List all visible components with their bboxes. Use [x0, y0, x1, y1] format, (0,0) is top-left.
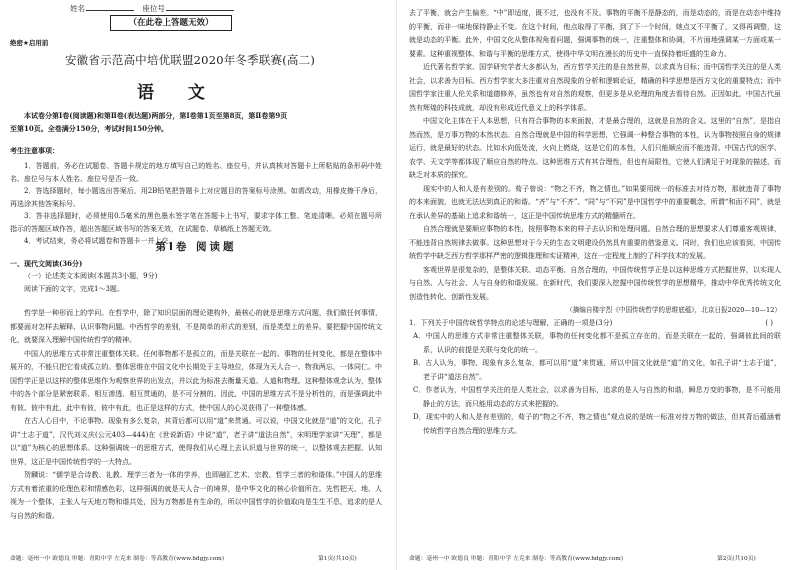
passage-paragraph: 去了平衡，就会产生偏差。“中”即适度，既不过，也没有不及。事物的平衡不是静态的，而是动态的，而是在动态中维持的平衡，而非一味地保持静止不变。在这个时间，他点取得了平衡，到了下一个时间，她点又不平衡了，又得再调整，这就是动态的平衡。此外，中国文化从整体视角看问题，强调事物的统一，注重整体和协调，不片面地强调某一方面或某一要素。这种重视整体、和谐与平衡的思维方式，使得中华文明在漫长的历史中一直保持着旺盛的生命力。: [409, 9, 781, 58]
reading-instruction: 阅读下面的文字，完成1～3题。: [24, 285, 124, 293]
boxed-notice: （在此卷上答题无效）: [110, 15, 232, 31]
subject-title: 语 文: [137, 83, 219, 103]
intro-line: 本试卷分第Ⅰ卷(阅读题)和第Ⅱ卷(表达题)两部分，第Ⅰ卷第1页至第8页，第Ⅱ卷第9页: [24, 111, 288, 120]
seat-blank: [166, 2, 234, 11]
passage-paragraph: 中国文化主体在于人本思想，只有符合事物的本来面貌，才是最合理的，这就是自然的含义。这里的“自然”，是指自然而然，是万事万物的本然状态。自然合理就是中国的科学思想，它强调一种整合事物的本性，认为事物按照自身的规律运行，就是最好的状态。比如水向低处流，火向上燃烧，这是它们的本性，人们只能顺应而不能违背。中国古代的医学、农学、天文学等都体现了顺应自然的特点。这种思维方式有其合理性，但也有局限性，它使人们满足于对现象的描述，而缺乏对本质的探究。: [409, 117, 781, 179]
passage-left: [10, 307, 382, 523]
passage-paragraph: 哲学是一种形而上的学问。在哲学中，除了知识层面的理论建构外，最核心的就是思维方式问题，我们做任何事情，都要面对怎样去解释、认识事物问题。中西哲学的差别，不是简单的形式的差别，而是类型上的差异。要把握中国传统文化，就要深入理解中国传统哲学的精神。: [10, 309, 382, 344]
answer-paren: ( ): [765, 319, 773, 327]
part-title: 第Ⅰ卷 阅读题: [155, 241, 237, 253]
notice-item: 4．考试结束，务必将试题卷和答题卡一并上交。: [24, 237, 176, 245]
question-text: 1．下列关于中国传统哲学特点的论述与理解，正确的一项是(3分): [409, 319, 613, 327]
secret-label: 绝密★启用前: [10, 39, 49, 47]
question-stem: [409, 317, 781, 330]
passage-paragraph: 中国人的思维方式非常注重整体关联。任何事物都不是孤立的，而是关联在一起的。事物的任何变化，都是在整体中展开的，不能只把它看成孤立的。整体思维在中国文化中长期处于主导地位，体现为天人合一、物我两忘，一体同仁。中国哲学正是以这样的整体思维作为观察世界的出发点，并以此为标准去衡量天道、人道和物理。这种整体观念认为，整体中的各个部分是紧密联系、相互渗透、相互贯通的，是不可分割的。因此，中国的思维方式不是分析性的，而是强调此中有彼、彼中有此，此中有彼，彼中有此，也正是这样的方式，使中国人的心灵获得了一种整体感。: [10, 349, 382, 412]
page-number: 第2页(共10页): [717, 556, 756, 562]
citation: （摘编自楼宇烈《中国传统哲学的思维底蕴》，北京日报2020—10—12）: [566, 306, 781, 314]
exam-intro: [10, 109, 382, 135]
footer-credits: 命题：亳州一中 欧德良 审题：青阳中学 左克来 制卷：等高教育(www.hdgjy.com): [409, 556, 623, 562]
passage-paragraph: 自然合理就是要顺应事物的本性，按照事物本来的样子去认识和处理问题。自然合理的思想要求人们尊重客观规律，不能违背自然规律去做事。这种思想对于今天的生态文明建设仍然具有重要的借鉴意义。同时，我们也应该看到，中国传统哲学中缺乏西方哲学那样严密的逻辑推理和实证精神，这在一定程度上制约了科学技术的发展。: [409, 225, 781, 260]
seat-label: 座位号: [142, 4, 165, 13]
passage-paragraph: 在古人心目中，不论事物、现象有多么复杂，其背后都可以用“道”来贯通。可以说，中国文化就是“道”的文化，孔子讲“士志于道”，汉代刘义庆(公元403—444)在《世说新语》中说“道”，老子讲“道法自然”，宋明理学家讲“天理”，都是以“道”为核心的思想体系。这种强调统一的思维方式，使得我们从心理上去认识道与世界的统一，以整体观去把握、认知世界，这正是中国传统哲学的一大特点。: [10, 417, 382, 466]
page-number: 第1页(共10页): [318, 556, 357, 562]
right-page: [397, 0, 794, 570]
footer-credits: 命题：亳州一中 欧德良 审题：青阳中学 左克来 制卷：等高教育(www.hdgjy.com): [10, 556, 224, 562]
name-label: 姓名: [70, 4, 85, 13]
option-b: B．古人认为，事物、现象有多么复杂，都可以用“道”来贯通，所以中国文化就是“道”的文化，如孔子讲“士志于道”，老子讲“道法自然”。: [413, 359, 781, 381]
notice-list: [10, 160, 382, 248]
notice-item: 2．答选择题时，每小题选出答案后，用2B铅笔把答题卡上对应题目的答案标号涂黑。如需改动，用橡皮擦干净后，再选涂其他答案标号。: [10, 187, 382, 208]
candidate-info-line: [70, 2, 240, 14]
passage-right: [409, 7, 781, 438]
subsection-heading: （一）论述类文本阅读(本题共3小题，9分): [24, 272, 158, 280]
exam-title: 安徽省示范高中培优联盟2020年冬季联赛(高二): [64, 53, 316, 67]
passage-paragraph: 贺麟说：“儒学是合诗教、礼教、理学三者为一体的学养，也即融汇艺术、宗教、哲学三者的和谐体。”中国人的思维方式有着浓重的伦理色彩和情感色彩，这样强调的就是天人合一的境界，是中华文化的核心价值所在。先哲把天、地、人视为一个整体，主张人与天地万物和谐共处，因为万物都是有生命的，所以中国哲学的价值取向是生生不息，追求的是人与自然的和谐。: [10, 471, 382, 520]
intro-line: 至第10页。全卷满分150分，考试时间150分钟。: [10, 124, 168, 133]
passage-paragraph: 现实中的人和人是有差别的。荀子曾说：“物之不齐，物之情也。”如果要用统一的标准去对待万物，那就违背了事物的本来面貌，也就无法达到真正的和谐。“齐”与“不齐”、“同”与“不同”是中国哲学中的重要概念，所谓“和而不同”，就是在承认差异的基础上追求和谐统一，这正是中国传统思维方式的精髓所在。: [409, 184, 781, 220]
notice-item: 3．答非选择题时，必须使用0.5毫米的黑色墨水签字笔在答题卡上书写，要求字体工整、笔迹清晰。必须在题号所指示的答题区域作答，超出答题区域书写的答案无效，在试题卷、草稿纸上答题无效。: [10, 212, 382, 233]
notice-title: 考生注意事项：: [10, 146, 59, 155]
option-d: D．现实中的人和人是有差别的，荀子的“物之不齐，物之情也”观点说的是统一标准对待万物的做法，但其背后蕴涵着传统哲学自然合理的思维方式。: [413, 413, 781, 435]
name-blank: [86, 2, 134, 11]
option-a: A．中国人的思维方式非常注重整体关联，事物的任何变化都不是孤立存在的，而是关联在一起的，强调彼此间的联系，认识的前提是关联与变化的统一。: [413, 332, 781, 354]
passage-paragraph: 客观世界是很复杂的，是整体关联、动态平衡、自然合理的，中国传统哲学正是以这种思维方式把握世界，以实现人与自然、人与社会、人与自身的和谐发展。在新时代，我们要深入挖掘中国传统哲学的思想精华，推动中华优秀传统文化创造性转化、创新性发展。: [409, 265, 781, 301]
passage-paragraph: 近代著名哲学家、国学研究学者大多都认为，西方哲学关注的是自然世界，以求真为目标；而中国哲学关注的是人类社会，以求善为目标。西方哲学家大多注重对自然现象的分析和逻辑论证，精确的科学思想是西方文化的重要特点；而中国哲学家注重人伦关系和道德修养，虽然也有对自然的观察，但更多是从伦理的角度去看待自然。正因如此，中国古代虽然有辉煌的科技成就，却没有形成近代意义上的科学体系。: [409, 63, 781, 112]
section-heading: 一、现代文阅读(36分): [10, 259, 83, 268]
notice-item: 1．答题前，务必在试题卷、答题卡规定的地方填写自己的姓名、座位号，并认真核对答题卡上所粘贴的条形码中姓名、座位号与本人姓名、座位号是否一致。: [10, 162, 382, 183]
option-c: C．作者认为，中国哲学关注的是人类社会，以求善为目标，追求的是人与自然的和谐，瞬息万变的事物，是不可能用静止的方法，而只能用动态的方式来把握的。: [413, 386, 781, 408]
